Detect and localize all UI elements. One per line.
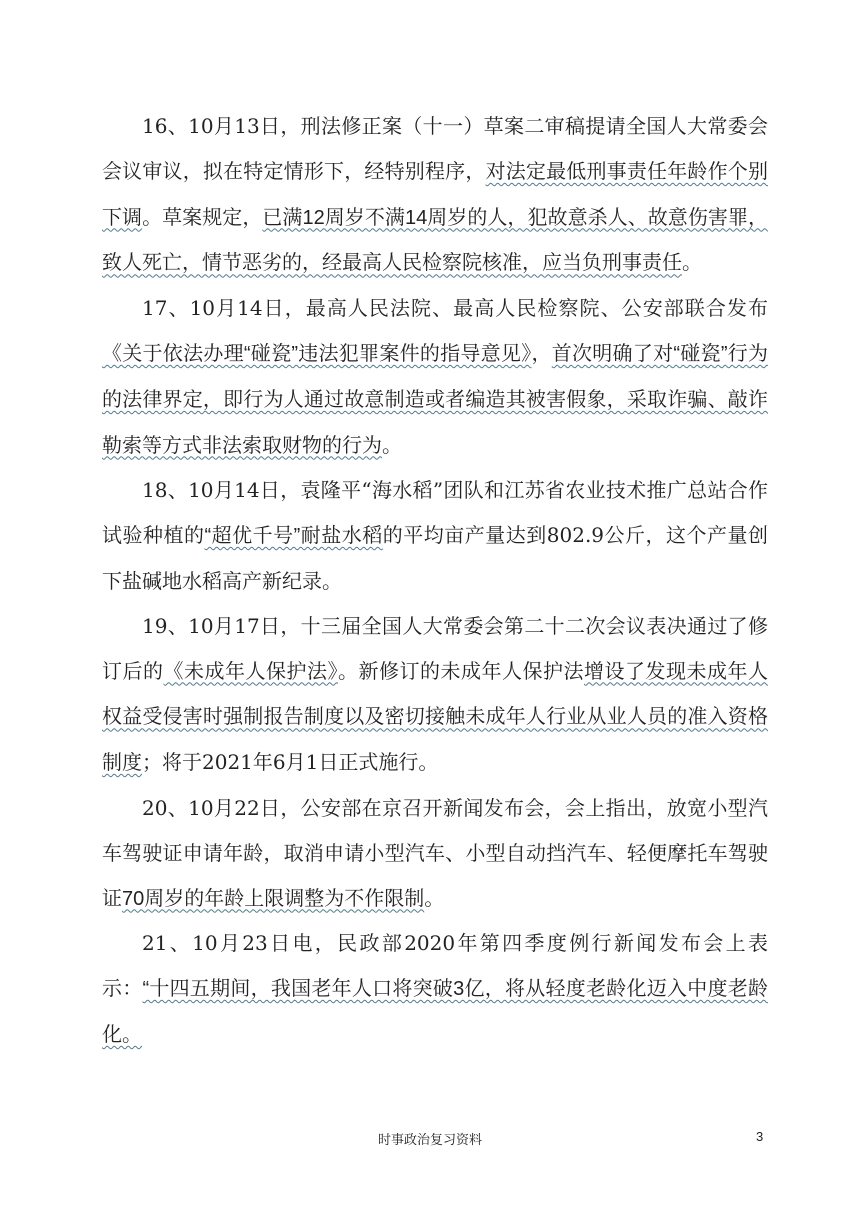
underlined-key-point: 已满12周岁不满14周岁的人，犯故意杀人、故意伤害罪，致人死亡，情节恶劣的，经最高人民检察院核准，应当负刑事责任 [102,206,768,275]
underlined-key-point: 增设了发现未成年人权益受侵害时强制报告制度以及密切接触未成年人行业从业人员的准入资格制度 [102,660,768,775]
document-body [102,104,768,1058]
underlined-key-point: 《关于依法办理“碰瓷”违法犯罪案件的指导意见》 [102,342,532,365]
text-segment: 20、10月22日，公安部在京召开新闻发布会，会上指出，放宽小型汽车驾驶证申请年龄，取消申请小型汽车、小型自动挡汽车、轻便摩托车驾驶证 [102,795,768,910]
text-segment: 。 [424,885,445,910]
text-segment: 17、10月14日，最高人民法院、最高人民检察院、公安部联合发布 [142,296,768,321]
underlined-key-point: 70周岁的年龄上限调整为不作限制 [122,887,425,910]
text-segment: 19、10月17日，十三届全国人大常委会第二十二次会议表决通过了修订后的 [102,613,768,683]
text-segment: 。 [682,250,702,275]
underlined-key-point: “十四五期间，我国老年人口将突破3亿，将从轻度老龄化迈入中度老龄化。 [102,978,768,1046]
text-segment: ；将于2021年6月1日正式施行。 [142,750,439,775]
paragraph-18 [102,468,768,603]
footer-title: 时事政治复习资料 [377,1133,482,1148]
underlined-key-point: 《未成年人保护法》 [163,660,338,683]
text-segment: ， [531,340,552,365]
paragraph-20 [102,786,768,921]
paragraph-19 [102,604,768,786]
text-segment: 的平均亩产量达到802.9公斤，这个产量创下盐碱地水稻高产新纪录。 [102,523,769,593]
page-number: 3 [756,1129,764,1144]
text-segment: 16、10月13日，刑法修正案（十一）草案二审稿提请全国人大常委会会议审议，拟在特定情形下，经特别程序， [102,114,768,183]
text-segment: 。草案规定， [142,204,263,229]
underlined-key-point: 首次明确了对“碰瓷”行为的法律界定，即行为人通过故意制造或者编造其被害假象，采取诈骗、敲诈勒索等方式非法索取财物的行为 [102,342,769,457]
paragraph-17 [102,286,768,468]
paragraph-21 [102,921,768,1057]
underlined-key-point: 对法定最低刑事责任年龄作个别下调 [102,160,768,229]
underlined-key-point: “超优千号”耐盐水稻 [204,525,383,548]
text-segment: 。新修订的未成年人保护法 [338,658,584,683]
text-segment: 21、10月23日电，民政部2020年第四季度例行新闻发布会上表示： [102,931,768,1001]
paragraph-16 [102,104,768,286]
text-segment: 18、10月14日，袁隆平“海水稻”团队和江苏省农业技术推广总站合作试验种植的 [102,478,768,548]
text-segment: 。 [382,432,402,457]
